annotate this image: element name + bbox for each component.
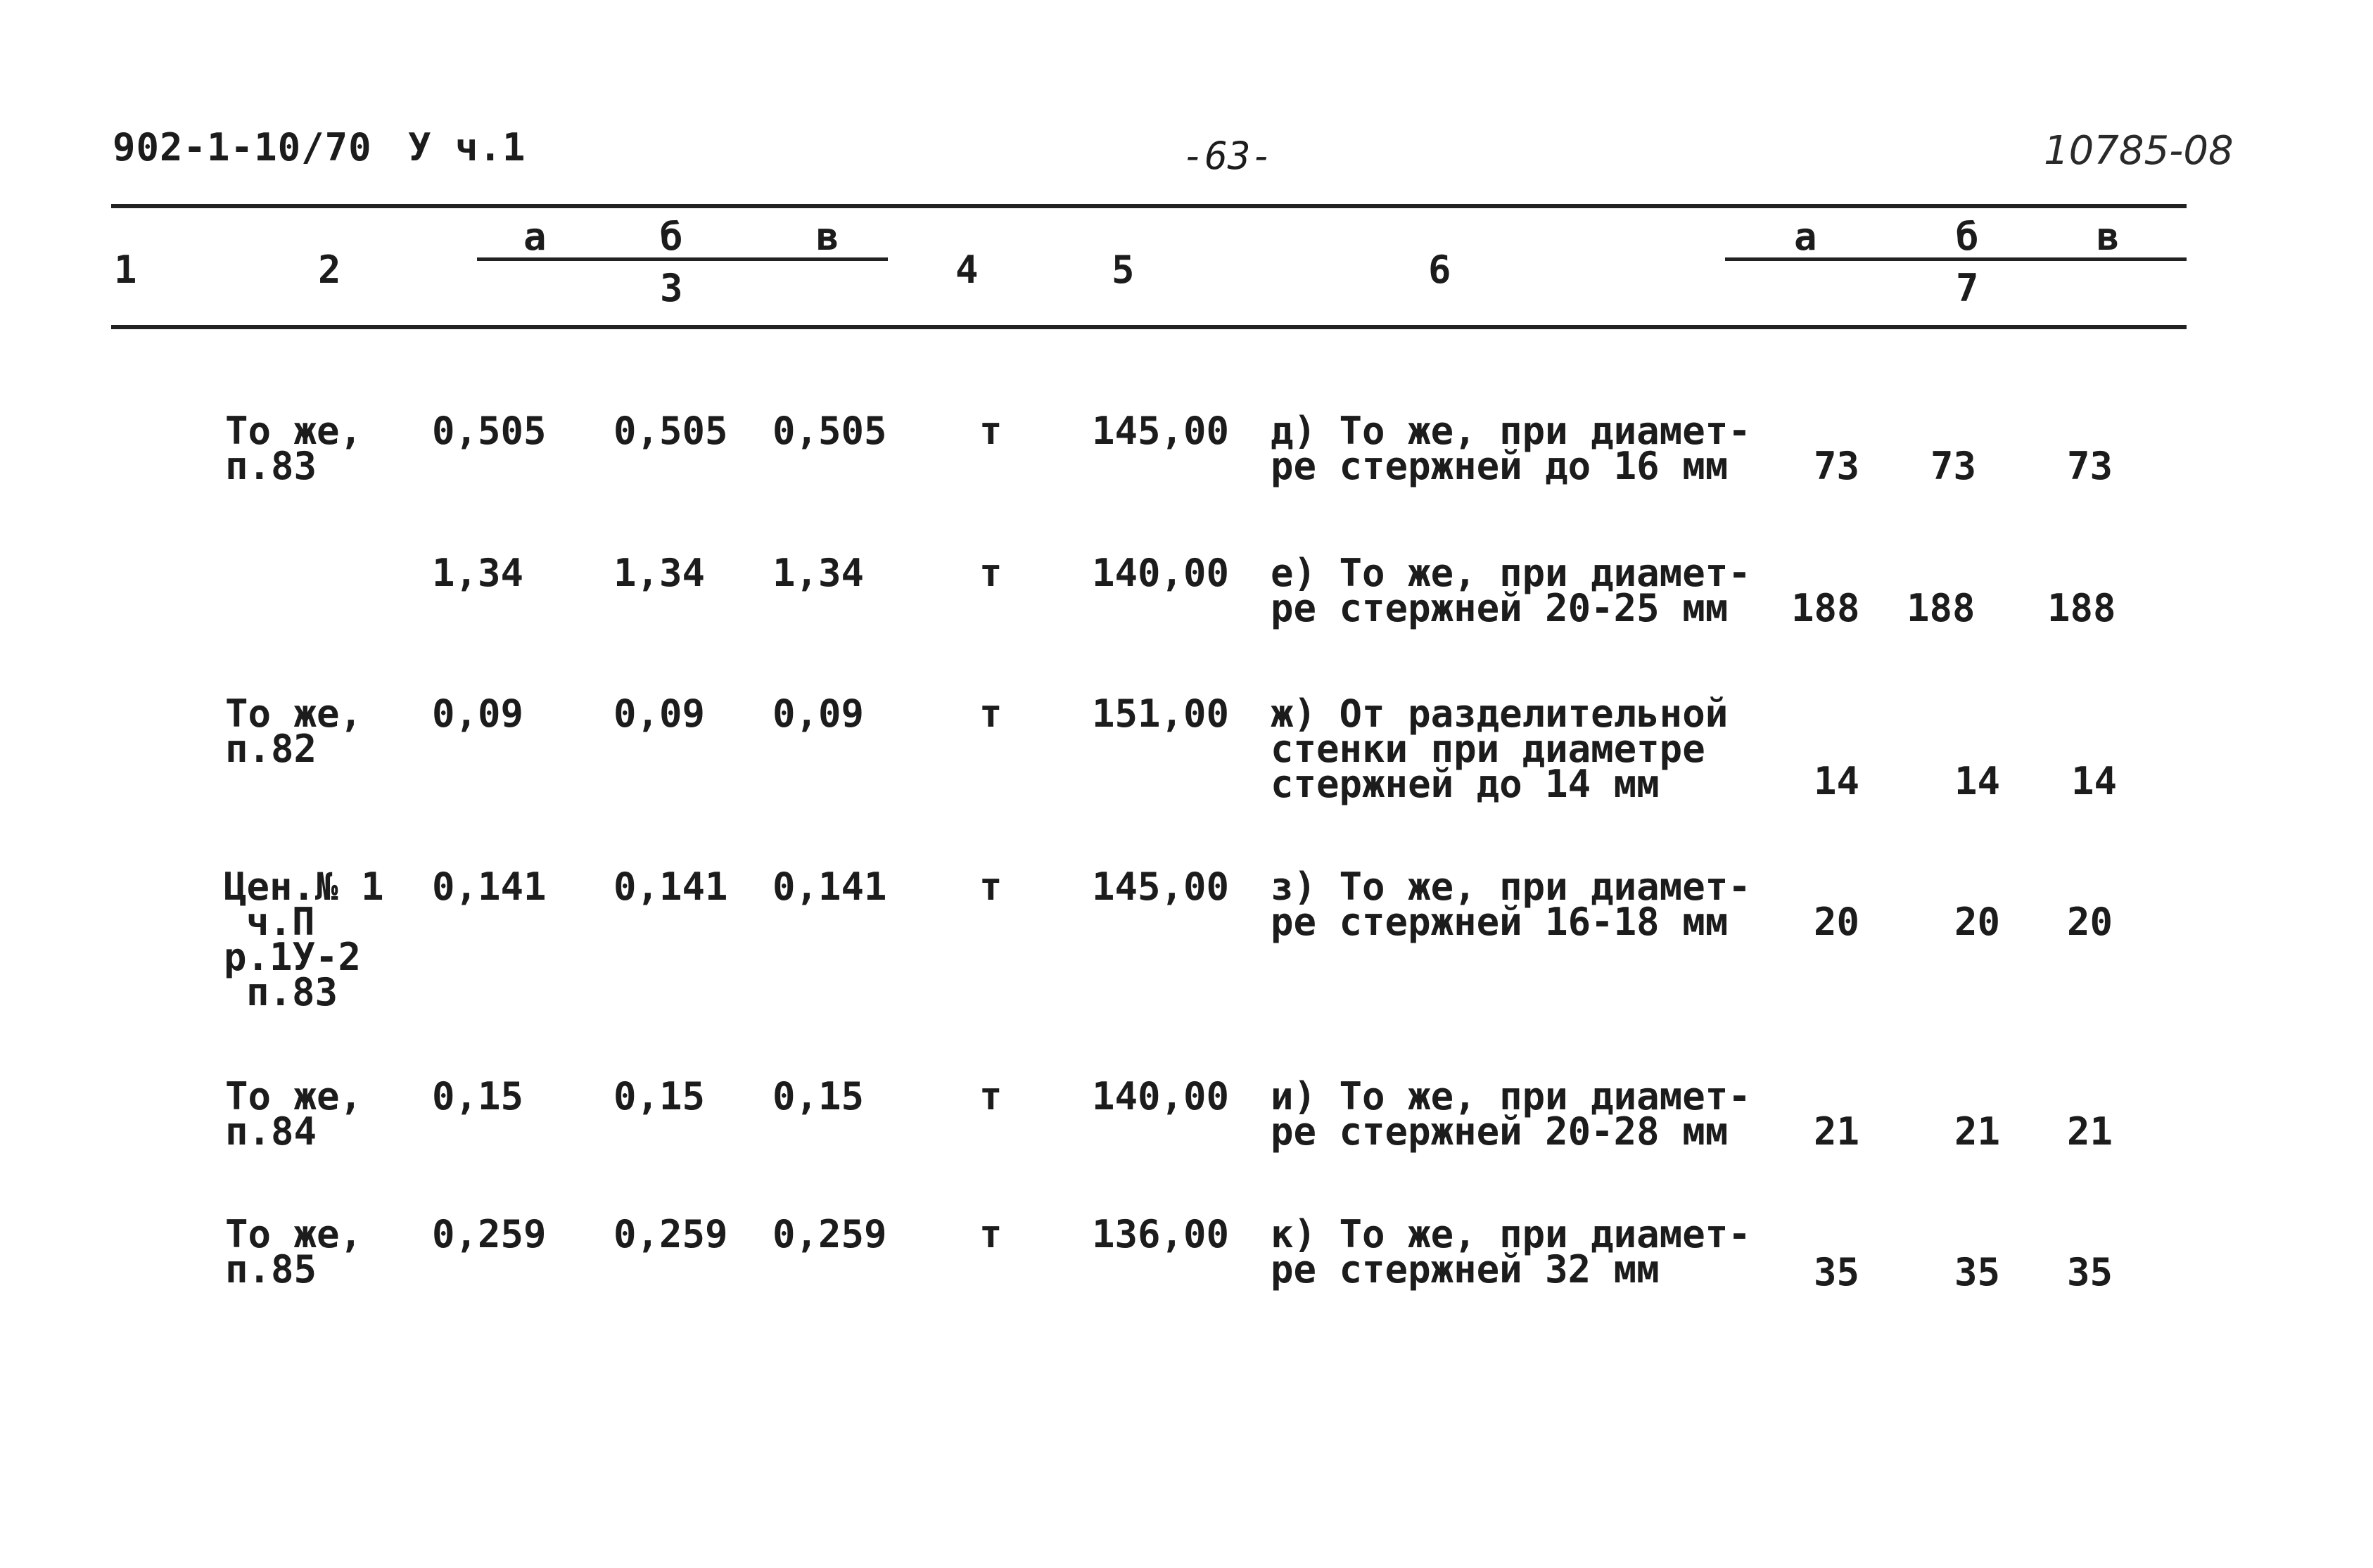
ref-line: Цен.№ 1 bbox=[224, 865, 384, 909]
value-a: 0,09 bbox=[432, 691, 524, 736]
price: 145,00 bbox=[1092, 865, 1230, 909]
unit: т bbox=[979, 1212, 1003, 1256]
col-7a-header: а bbox=[1794, 215, 1817, 259]
col-4-header: 4 bbox=[955, 248, 979, 292]
unit: т bbox=[979, 551, 1003, 595]
col-6-header: 6 bbox=[1428, 248, 1451, 292]
value-b: 0,141 bbox=[613, 865, 728, 909]
quantity-a: 35 bbox=[1814, 1250, 1860, 1294]
page-number: -63- bbox=[1182, 134, 1274, 178]
ref-line: То же, bbox=[225, 691, 363, 736]
ref-line: п.84 bbox=[225, 1109, 317, 1154]
value-v: 0,505 bbox=[772, 409, 887, 453]
description-line: ре стержней 20-25 мм bbox=[1271, 586, 1729, 630]
ref-line: То же, bbox=[225, 409, 363, 453]
value-v: 1,34 bbox=[772, 551, 865, 595]
ref-line: р.1У-2 bbox=[224, 935, 362, 979]
value-b: 0,259 bbox=[613, 1212, 728, 1256]
description-line: ре стержней 16-18 мм bbox=[1271, 900, 1729, 944]
header-top-rule bbox=[111, 204, 2187, 208]
value-a: 0,141 bbox=[432, 865, 547, 909]
ref-line: п.83 bbox=[225, 444, 317, 488]
quantity-v: 20 bbox=[2067, 900, 2113, 944]
description-line: з) То же, при диамет- bbox=[1271, 865, 1751, 909]
description-line: ж) От разделительной bbox=[1271, 691, 1729, 736]
description-line: к) То же, при диамет- bbox=[1271, 1212, 1751, 1256]
quantity-a: 20 bbox=[1814, 900, 1860, 944]
value-v: 0,15 bbox=[772, 1074, 865, 1118]
inventory-number: 10785-08 bbox=[2044, 128, 2234, 174]
description-line: стержней до 14 мм bbox=[1271, 762, 1660, 806]
col-5-header: 5 bbox=[1112, 248, 1135, 292]
description-line: стенки при диаметре bbox=[1271, 727, 1705, 771]
col-7-header: 7 bbox=[1956, 266, 1979, 310]
ref-line: п.83 bbox=[246, 970, 338, 1014]
col-2-header: 2 bbox=[318, 248, 341, 292]
col-3b-header: б bbox=[660, 215, 683, 259]
description-line: д) То же, при диамет- bbox=[1271, 409, 1751, 453]
quantity-b: 14 bbox=[1954, 759, 2001, 803]
ref-line: ч.П bbox=[246, 900, 315, 944]
quantity-v: 21 bbox=[2067, 1109, 2113, 1154]
quantity-b: 20 bbox=[1954, 900, 2001, 944]
unit: т bbox=[979, 865, 1003, 909]
quantity-a: 188 bbox=[1791, 586, 1860, 630]
value-a: 0,259 bbox=[432, 1212, 547, 1256]
quantity-b: 188 bbox=[1907, 586, 1976, 630]
quantity-a: 73 bbox=[1814, 444, 1860, 488]
quantity-a: 14 bbox=[1814, 759, 1860, 803]
col-7v-header: в bbox=[2097, 215, 2120, 259]
ref-line: п.85 bbox=[225, 1247, 317, 1292]
price: 151,00 bbox=[1092, 691, 1230, 736]
header-bottom-rule bbox=[111, 325, 2187, 329]
value-v: 0,141 bbox=[772, 865, 887, 909]
value-b: 0,15 bbox=[613, 1074, 706, 1118]
quantity-v: 14 bbox=[2071, 759, 2118, 803]
ref-line: То же, bbox=[225, 1212, 363, 1256]
quantity-v: 35 bbox=[2067, 1250, 2113, 1294]
price: 136,00 bbox=[1092, 1212, 1230, 1256]
price: 145,00 bbox=[1092, 409, 1230, 453]
col-7b-header: б bbox=[1956, 215, 1979, 259]
value-v: 0,09 bbox=[772, 691, 865, 736]
description-line: е) То же, при диамет- bbox=[1271, 551, 1751, 595]
col-1-header: 1 bbox=[114, 248, 137, 292]
col-3a-header: а bbox=[523, 215, 547, 259]
description-line: и) То же, при диамет- bbox=[1271, 1074, 1751, 1118]
col-3-header: 3 bbox=[660, 266, 683, 310]
value-a: 0,505 bbox=[432, 409, 547, 453]
quantity-a: 21 bbox=[1814, 1109, 1860, 1154]
value-v: 0,259 bbox=[772, 1212, 887, 1256]
value-a: 1,34 bbox=[432, 551, 524, 595]
ref-line: То же, bbox=[225, 1074, 363, 1118]
price: 140,00 bbox=[1092, 1074, 1230, 1118]
document-code: 902-1-10/70 bbox=[113, 125, 372, 170]
value-b: 1,34 bbox=[613, 551, 706, 595]
value-b: 0,505 bbox=[613, 409, 728, 453]
description-line: ре стержней до 16 мм bbox=[1271, 444, 1729, 488]
unit: т bbox=[979, 691, 1003, 736]
quantity-v: 188 bbox=[2047, 586, 2116, 630]
col-3v-header: в bbox=[816, 215, 839, 259]
quantity-b: 35 bbox=[1954, 1250, 2001, 1294]
description-line: ре стержней 32 мм bbox=[1271, 1247, 1660, 1292]
value-a: 0,15 bbox=[432, 1074, 524, 1118]
price: 140,00 bbox=[1092, 551, 1230, 595]
unit: т bbox=[979, 409, 1003, 453]
quantity-v: 73 bbox=[2067, 444, 2113, 488]
part-label: У ч.1 bbox=[408, 125, 526, 170]
quantity-b: 73 bbox=[1930, 444, 1977, 488]
unit: т bbox=[979, 1074, 1003, 1118]
quantity-b: 21 bbox=[1954, 1109, 2001, 1154]
description-line: ре стержней 20-28 мм bbox=[1271, 1109, 1729, 1154]
ref-line: п.82 bbox=[225, 727, 317, 771]
value-b: 0,09 bbox=[613, 691, 706, 736]
